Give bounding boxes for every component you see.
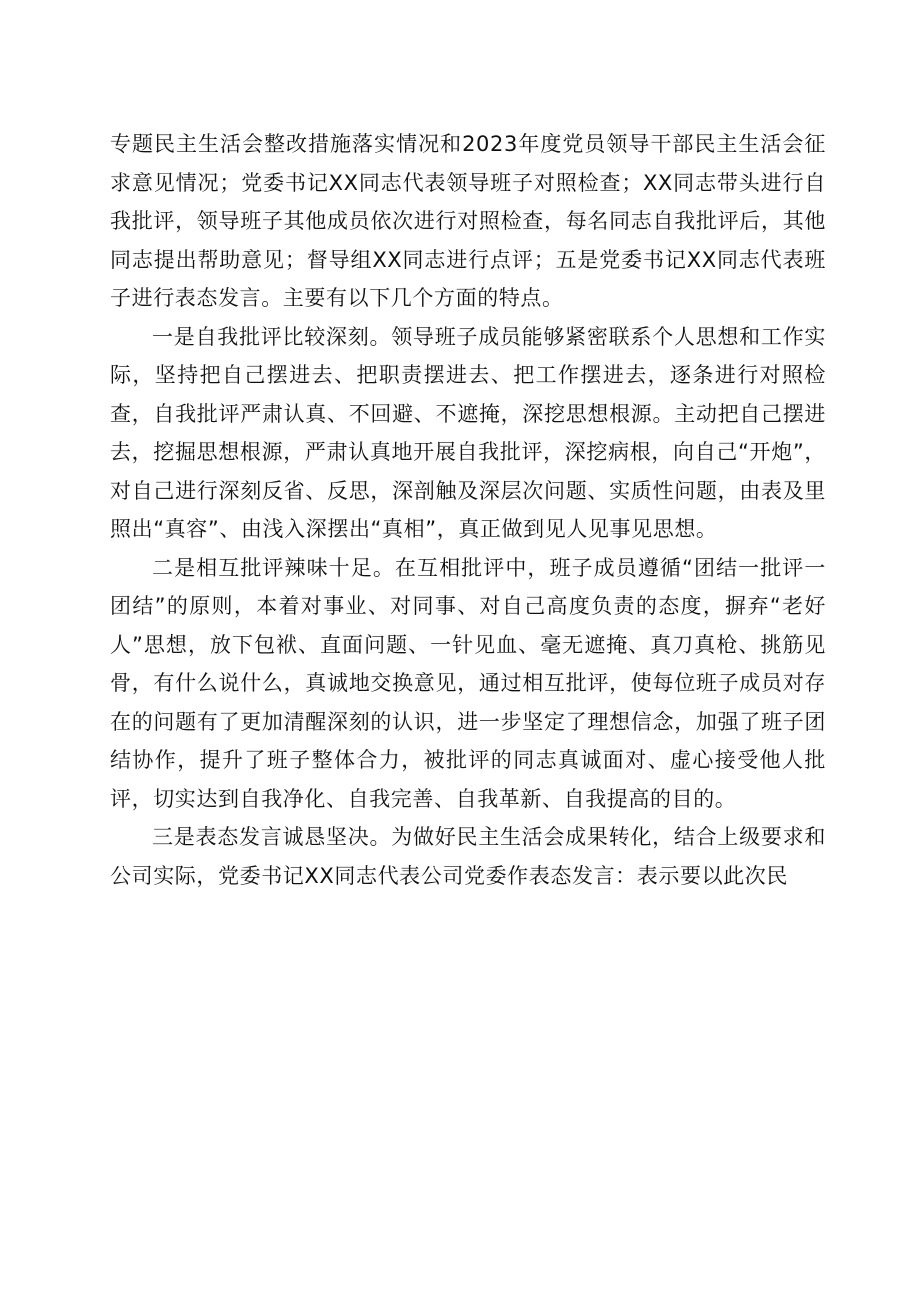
paragraph-mutual-criticism: 二是相互批评辣味十足。在互相批评中，班子成员遵循“团结一批评一团结”的原则，本着对事业、对同事、对自己高度负责的态度，摒弃“老好人”思想，放下包袱、直面问题、一针见血、毫无遮掩、真刀真枪、挑筋见骨，有什么说什么，真诚地交换意见，通过相互批评，使每位班子成员对存在的问题有了更加清醒深刻的认识，进一步坚定了理想信念，加强了班子团结协作，提升了班子整体合力，被批评的同志真诚面对、虚心接受他人批评，切实达到自我净化、自我完善、自我革新、自我提高的目的。 [110, 555, 826, 811]
paragraph-statement: 三是表态发言诚恳坚决。为做好民主生活会成果转化，结合上级要求和公司实际，党委书记XX同志代表公司党委作表态发言：表示要以此次民 [110, 825, 826, 888]
document-body [110, 125, 826, 895]
paragraph-continuation: 专题民主生活会整改措施落实情况和2023年度党员领导干部民主生活会征求意见情况；党委书记XX同志代表领导班子对照检查；XX同志带头进行自我批评，领导班子其他成员依次进行对照检查，每名同志自我批评后，其他同志提出帮助意见；督导组XX同志进行点评；五是党委书记XX同志代表班子进行表态发言。主要有以下几个方面的特点。 [110, 132, 826, 310]
paragraph-self-criticism: 一是自我批评比较深刻。领导班子成员能够紧密联系个人思想和工作实际，坚持把自己摆进去、把职责摆进去、把工作摆进去，逐条进行对照检查，自我批评严肃认真、不回避、不遮掩，深挖思想根源。主动把自己摆进去，挖掘思想根源，严肃认真地开展自我批评，深挖病根，向自己“开炮”，对自己进行深刻反省、反思，深剖触及深层次问题、实质性问题，由表及里照出“真容”、由浅入深摆出“真相”，真正做到见人见事见思想。 [110, 324, 826, 541]
